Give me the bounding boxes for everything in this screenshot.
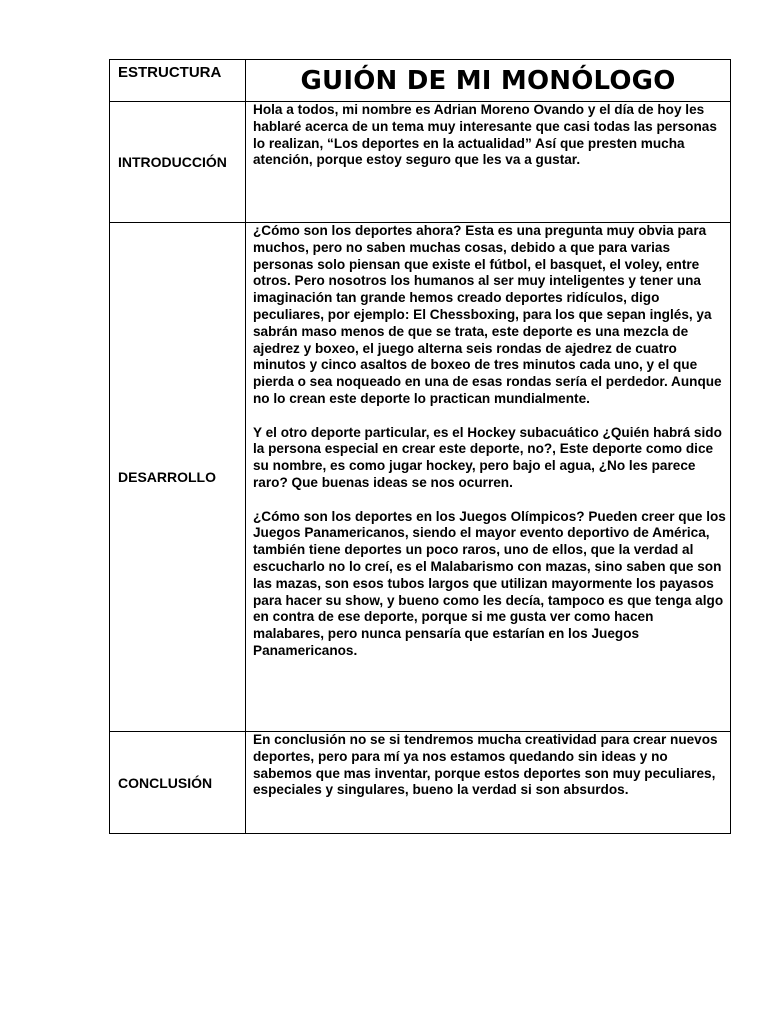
document-title: GUIÓN DE MI MONÓLOGO: [246, 60, 731, 102]
monologue-script-table: [109, 59, 731, 834]
introduction-row: [110, 102, 731, 223]
conclusion-label: CONCLUSIÓN: [110, 732, 246, 834]
introduction-text-cell: [246, 102, 731, 223]
structure-header: ESTRUCTURA: [110, 60, 246, 102]
development-paragraph-hockey: Y el otro deporte particular, es el Hockey subacuático ¿Quién habrá sido la persona especial en crear este deporte, no?, Este deporte como dice su nombre, es como jugar hockey, pero bajo el agua, ¿No les parece raro? Que buenas ideas se nos ocurren.: [253, 424, 722, 490]
paragraph-gap: [253, 492, 726, 509]
conclusion-text-cell: [246, 732, 731, 834]
introduction-text: Hola a todos, mi nombre es Adrian Moreno Ovando y el día de hoy les hablaré acerca de un tema muy interesante que casi todas las personas lo realizan, “Los deportes en la actualidad” Así que presten mucha atención, porque estoy seguro que les va a gustar.: [253, 102, 717, 168]
introduction-label: INTRODUCCIÓN: [110, 102, 246, 223]
development-paragraph-chessboxing: ¿Cómo son los deportes ahora? Esta es una pregunta muy obvia para muchos, pero no saben muchas cosas, debido a que para varias personas solo piensan que existe el fútbol, el basquet, el voley, entre otros. Pero nosotros los humanos al ser muy inteligentes y tener una imaginación tan grande hemos creado deportes ridículos, digo peculiares, por ejemplo: El Chessboxing, para los que sepan inglés, ya sabrán maso menos de que se trata, este deporte es una mezcla de ajedrez y boxeo, el juego alterna seis rondas de ajedrez de cuatro minutos y cinco asaltos de boxeo de tres minutos cada uno, y el que pierda o sea noqueado en una de esas rondas sería el perdedor. Aunque no lo crean este deporte lo practican mundialmente.: [253, 223, 722, 406]
conclusion-row: [110, 732, 731, 834]
development-row: [110, 223, 731, 732]
header-row: [110, 60, 731, 102]
development-label: DESARROLLO: [110, 223, 246, 732]
paragraph-gap: [253, 408, 726, 425]
development-text-cell: [246, 223, 731, 732]
development-paragraph-juggling: ¿Cómo son los deportes en los Juegos Olímpicos? Pueden creer que los Juegos Panamericanos, siendo el mayor evento deportivo de América, también tiene deportes un poco raros, uno de ellos, que la verdad al escucharlo no lo creí, es el Malabarismo con mazas, sino saben que son las mazas, son esos tubos largos que utilizan mayormente los payasos para hacer su show, y bueno como les decía, tampoco es que tenga algo en contra de ese deporte, porque si me gusta ver como hacen malabares, pero nunca pensaría que estarían en los Juegos Panamericanos.: [253, 508, 726, 658]
conclusion-text: En conclusión no se si tendremos mucha creatividad para crear nuevos deportes, pero para mí ya nos estamos quedando sin ideas y no sabemos que mas inventar, porque estos deportes son muy peculiares, especiales y singulares, bueno la verdad si son absurdos.: [253, 732, 718, 798]
